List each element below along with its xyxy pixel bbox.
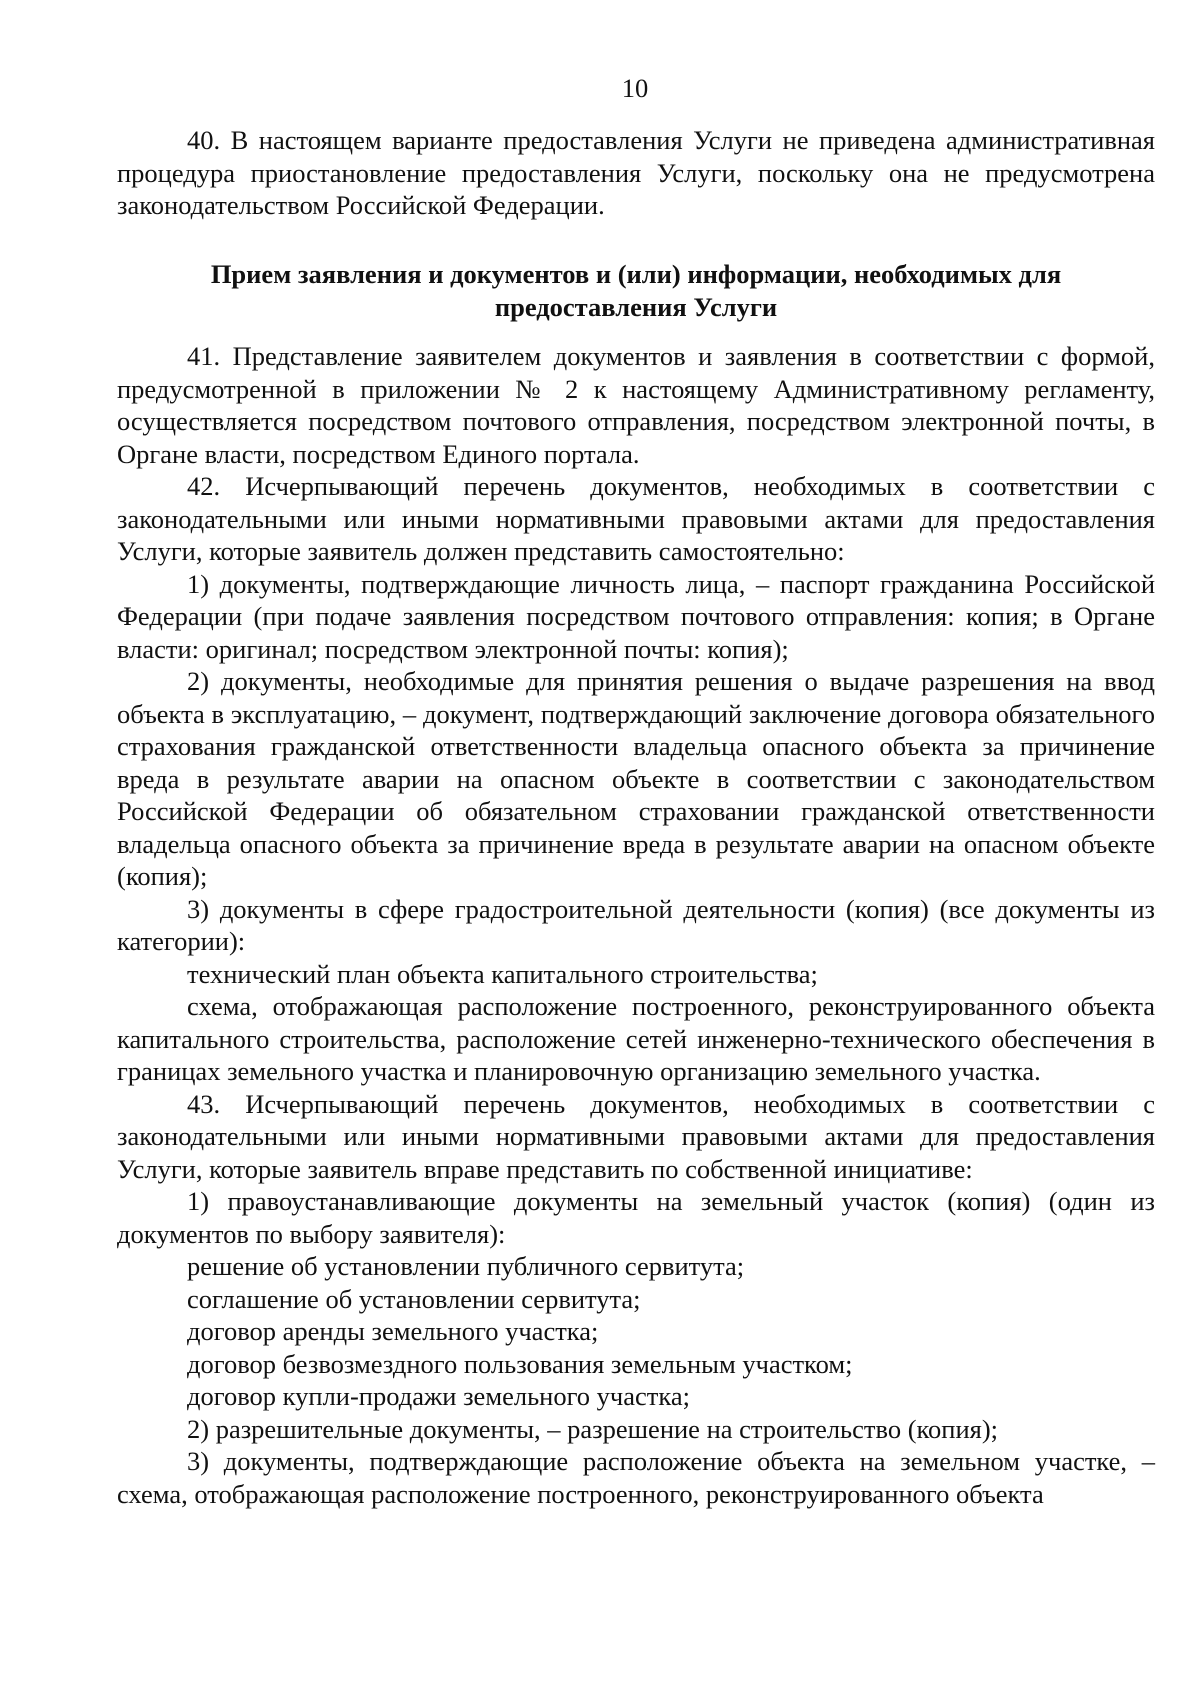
sub-item: договор купли-продажи земельного участка;	[187, 1381, 690, 1411]
list-item-43-2: 2) разрешительные документы, – разрешение на строительство (копия);	[187, 1413, 999, 1444]
sub-item: договор безвозмездного пользования земельным участком;	[187, 1348, 853, 1379]
paragraph-40	[117, 124, 1155, 222]
list-item-42-2: 2) документы, необходимые для принятия решения о выдаче разрешения на ввод объекта в эксплуатацию, – документ, подтверждающий заключение договора обязательного страхования гражданской ответственности владельца опасного объекта за причинение вреда в результате аварии на опасном объекте в соответствии с законодательством Российской Федерации об обязательном страховании гражданской ответственности владельца опасного объекта за причинение вреда в результате аварии на опасном объекте (копия);	[117, 666, 1155, 891]
paragraph-41: 41. Представление заявителем документов и заявления в соответствии с формой, предусмотренной в приложении № 2 к настоящему Административному регламенту, осуществляется посредством почтового отправления, посредством электронной почты, в Органе власти, посредством Единого портала.	[117, 341, 1155, 469]
paragraph-42: 42. Исчерпывающий перечень документов, необходимых в соответствии с законодательными или иными нормативными правовыми актами для предоставления Услуги, которые заявитель должен представить самостоятельно:	[117, 471, 1155, 566]
list-item-42-1: 1) документы, подтверждающие личность лица, – паспорт гражданина Российской Федерации (при подаче заявления посредством почтового отправления: копия; в Органе власти: оригинал; посредством электронной почты: копия);	[117, 568, 1155, 664]
paragraph-43: 43. Исчерпывающий перечень документов, необходимых в соответствии с законодательными или иными нормативными правовыми актами для предоставления Услуги, которые заявитель вправе представить по собственной инициативе:	[117, 1088, 1155, 1184]
list-item-43-3: 3) документы, подтверждающие расположение объекта на земельном участке, – схема, отображающая расположение построенного, реконструированного объекта	[117, 1446, 1155, 1509]
page-number: 10	[621, 73, 649, 103]
heading: Прием заявления и документов и (или) информации, необходимых для предоставления Услуги	[210, 259, 1062, 322]
list-item-42-3: 3) документы в сфере градостроительной деятельности (копия) (все документы из категории):	[117, 893, 1155, 956]
sub-item: технический план объекта капитального строительства;	[187, 958, 818, 989]
section-body	[117, 340, 1155, 1510]
paragraph: 40. В настоящем варианте предоставления Услуги не приведена административная процедура приостановление предоставления Услуги, поскольку она не предусмотрена законодательством Российской Федерации.	[117, 125, 1155, 220]
sub-item: договор аренды земельного участка;	[187, 1316, 599, 1346]
sub-item: соглашение об установлении сервитута;	[187, 1283, 641, 1314]
list-item-43-1: 1) правоустанавливающие документы на земельный участок (копия) (один из документов по выбору заявителя):	[117, 1186, 1155, 1249]
sub-item: решение об установлении публичного сервитута;	[187, 1251, 745, 1281]
sub-item: схема, отображающая расположение построенного, реконструированного объекта капитального строительства, расположение сетей инженерно-технического обеспечения в границах земельного участка и планировочную организацию земельного участка.	[117, 991, 1155, 1086]
section-heading	[117, 258, 1155, 323]
